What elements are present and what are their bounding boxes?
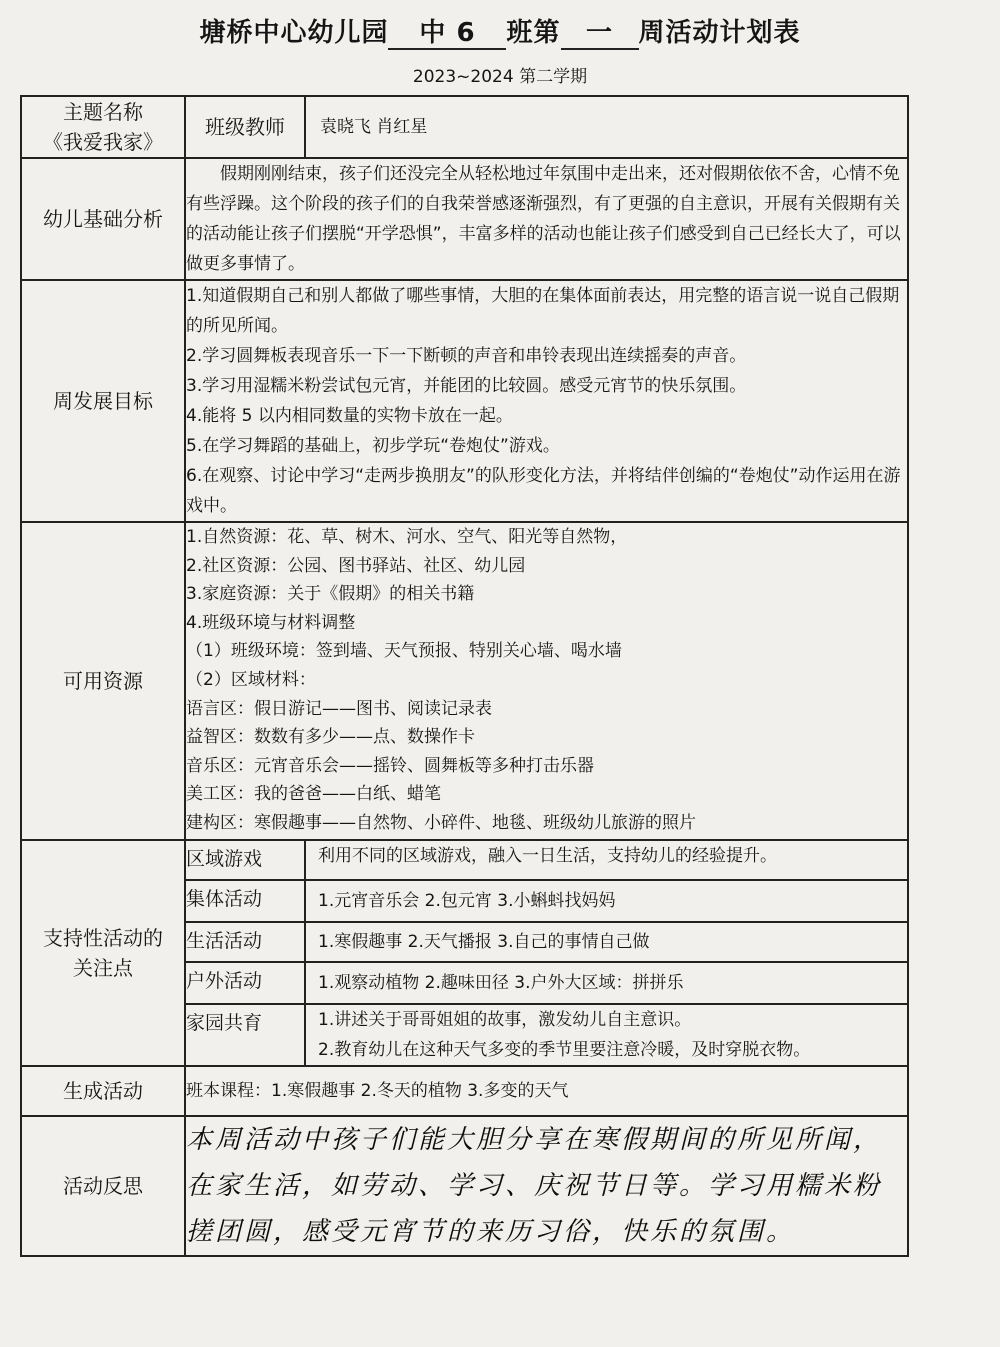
resource-line: 音乐区：元宵音乐会——摇铃、圆舞板等多种打击乐器 [186, 755, 594, 776]
support-text-area-games: 利用不同的区域游戏，融入一日生活，支持幼儿的经验提升。 [305, 840, 908, 880]
support-label-line1: 支持性活动的 [43, 926, 163, 950]
plan-table [20, 95, 909, 1257]
theme-row [21, 96, 908, 158]
goals-list [185, 280, 908, 522]
goals-row [21, 280, 908, 522]
theme-label-line1: 主题名称 [63, 100, 143, 124]
resources-label: 可用资源 [21, 522, 185, 840]
goal-item: 3.学习用湿糯米粉尝试包元宵，并能团的比较圆。感受元宵节的快乐氛围。 [186, 376, 747, 396]
reflection-row [21, 1116, 908, 1256]
analysis-text: 假期刚刚结束，孩子们还没完全从轻松地过年氛围中走出来，还对假期依依不舍，心情不免有些浮躁。这个阶段的孩子们的自我荣誉感逐渐强烈，有了更强的自主意识，开展有关假期有关的活动能让孩子们摆脱“开学恐惧”，丰富多样的活动也能让孩子们感受到自己已经长大了，可以做更多事情了。 [186, 164, 901, 274]
support-type-area-games: 区域游戏 [185, 840, 305, 880]
resource-line: 美工区：我的爸爸——白纸、蜡笔 [186, 784, 441, 805]
generated-text: 班本课程：1.寒假趣事 2.冬天的植物 3.多变的天气 [185, 1066, 908, 1116]
resource-line: 1.自然资源：花、草、树木、河水、空气、阳光等自然物， [186, 527, 628, 547]
title-suffix: 周活动计划表 [638, 18, 801, 48]
resource-line: 3.家庭资源：关于《假期》的相关书籍 [186, 584, 475, 605]
support-text-outdoor-activity: 1.观察动植物 2.趣味田径 3.户外大区域：拼拼乐 [305, 962, 908, 1004]
analysis-row [21, 158, 908, 280]
support-text-group-activity: 1.元宵音乐会 2.包元宵 3.小蝌蚪找妈妈 [305, 880, 908, 922]
resource-line: 语言区：假日游记——图书、阅读记录表 [186, 698, 492, 719]
reflection-handwriting: 本周活动中孩子们能大胆分享在寒假期间的所见所闻，在家生活，如劳动、学习、庆祝节日等。学习用糯米粉搓团圆，感受元宵节的来历习俗，快乐的氛围。 [185, 1116, 908, 1256]
semester-subtitle: 2023~2024 第二学期 [412, 67, 588, 87]
generated-label: 生成活动 [21, 1066, 185, 1116]
support-type-home-school: 家园共育 [185, 1004, 305, 1066]
analysis-text-cell [185, 158, 908, 280]
title-prefix: 塘桥中心幼儿园 [199, 18, 389, 48]
theme-name: 《我爱我家》 [43, 130, 163, 154]
reflection-label: 活动反思 [21, 1116, 185, 1256]
support-type-outdoor-activity: 户外活动 [185, 962, 305, 1004]
goals-label: 周发展目标 [21, 280, 185, 522]
home-school-line: 2.教育幼儿在这种天气多变的季节里要注意冷暖，及时穿脱衣物。 [318, 1040, 811, 1060]
support-row-area [21, 840, 908, 880]
resource-line: 4.班级环境与材料调整 [186, 612, 356, 633]
analysis-label: 幼儿基础分析 [21, 158, 185, 280]
title-middle: 班第 [506, 18, 561, 48]
support-type-group-activity: 集体活动 [185, 880, 305, 922]
goal-item: 5.在学习舞蹈的基础上，初步学玩“卷炮仗”游戏。 [186, 436, 560, 456]
page-title [0, 12, 1000, 50]
generated-row [21, 1066, 908, 1116]
resource-line: 益智区：数数有多少——点、数操作卡 [186, 727, 475, 748]
support-label-line2: 关注点 [73, 956, 133, 980]
teacher-label: 班级教师 [185, 96, 305, 158]
week-field: 一 [561, 18, 639, 50]
goal-item: 4.能将 5 以内相同数量的实物卡放在一起。 [186, 406, 513, 426]
support-text-home-school [305, 1004, 908, 1066]
resource-line: （1）班级环境：签到墙、天气预报、特别关心墙、喝水墙 [186, 641, 622, 662]
support-type-life-activity: 生活活动 [185, 922, 305, 962]
support-text-life-activity: 1.寒假趣事 2.天气播报 3.自己的事情自己做 [305, 922, 908, 962]
resources-list [185, 522, 908, 840]
resource-line: 建构区：寒假趣事——自然物、小碎件、地毯、班级幼儿旅游的照片 [186, 812, 696, 833]
class-field: 中 6 [388, 18, 506, 50]
goal-item: 1.知道假期自己和别人都做了哪些事情，大胆的在集体面前表达，用完整的语言说一说自己假期的所见所闻。 [186, 286, 900, 336]
resource-line: （2）区域材料： [186, 669, 316, 690]
home-school-line: 1.讲述关于哥哥姐姐的故事，激发幼儿自主意识。 [318, 1010, 692, 1030]
support-label [21, 840, 185, 1066]
goal-item: 6.在观察、讨论中学习“走两步换朋友”的队形变化方法，并将结伴创编的“卷炮仗”动作运用在游戏中。 [186, 466, 901, 516]
teacher-names: 袁晓飞 肖红星 [305, 96, 908, 158]
theme-label [21, 96, 185, 158]
resource-line: 2.社区资源：公园、图书驿站、社区、幼儿园 [186, 555, 526, 576]
goal-item: 2.学习圆舞板表现音乐一下一下断顿的声音和串铃表现出连续摇奏的声音。 [186, 346, 747, 366]
resources-row [21, 522, 908, 840]
